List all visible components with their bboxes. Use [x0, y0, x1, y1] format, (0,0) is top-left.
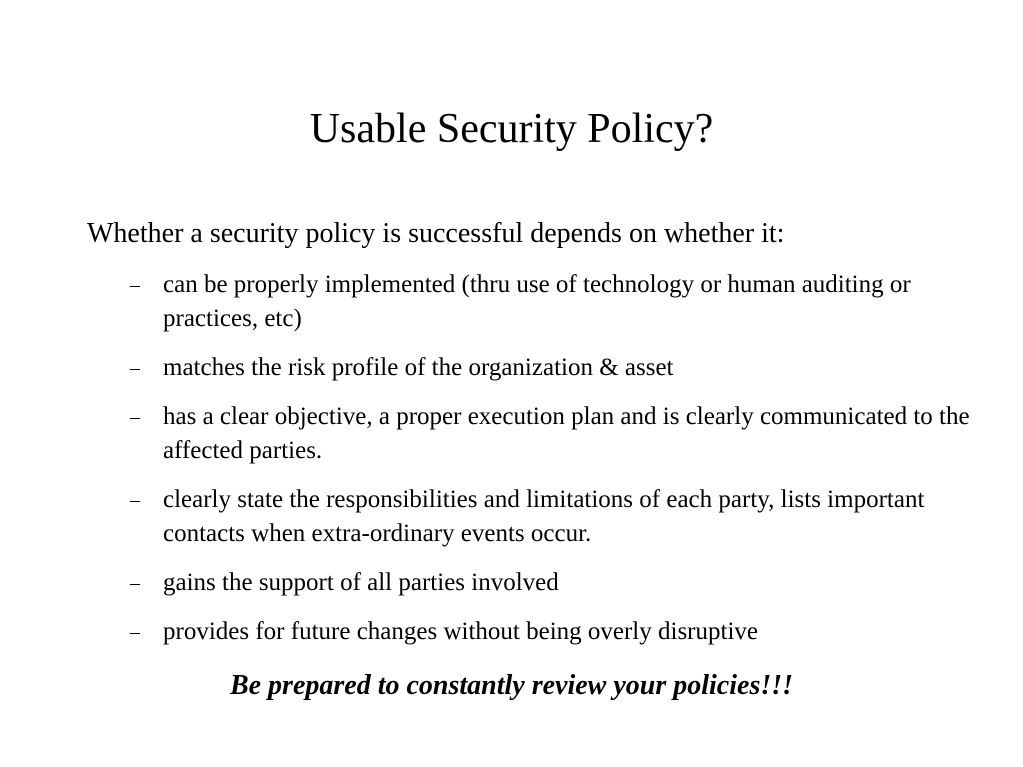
intro-text: Whether a security policy is successful depends on whether it:	[87, 218, 785, 249]
bullet-text: can be properly implemented (thru use of technology or human auditing or practices, etc)	[163, 271, 911, 332]
closing-emphasis: Be prepared to constantly review your policies!!!	[229, 670, 794, 701]
bullet-text: provides for future changes without being overly disruptive	[163, 618, 758, 645]
dash-marker: –	[130, 489, 140, 511]
bullet-text: has a clear objective, a proper execution plan and is clearly communicated to the affected parties.	[163, 403, 970, 464]
dash-marker: –	[130, 357, 140, 379]
bullet-list	[130, 268, 970, 664]
dash-marker: –	[130, 406, 140, 428]
bullet-item	[130, 400, 970, 468]
bullet-item	[130, 351, 970, 385]
dash-marker: –	[130, 572, 140, 594]
bullet-item	[130, 268, 970, 336]
dash-marker: –	[130, 274, 140, 296]
dash-marker: –	[130, 621, 140, 643]
bullet-text: clearly state the responsibilities and limitations of each party, lists important contacts when extra-ordinary events occur.	[163, 486, 925, 547]
slide-title: Usable Security Policy?	[309, 106, 714, 152]
bullet-item	[130, 483, 970, 551]
bullet-item	[130, 566, 970, 600]
bullet-item	[130, 615, 970, 649]
bullet-text: matches the risk profile of the organization & asset	[163, 354, 674, 381]
bullet-text: gains the support of all parties involved	[163, 569, 559, 596]
